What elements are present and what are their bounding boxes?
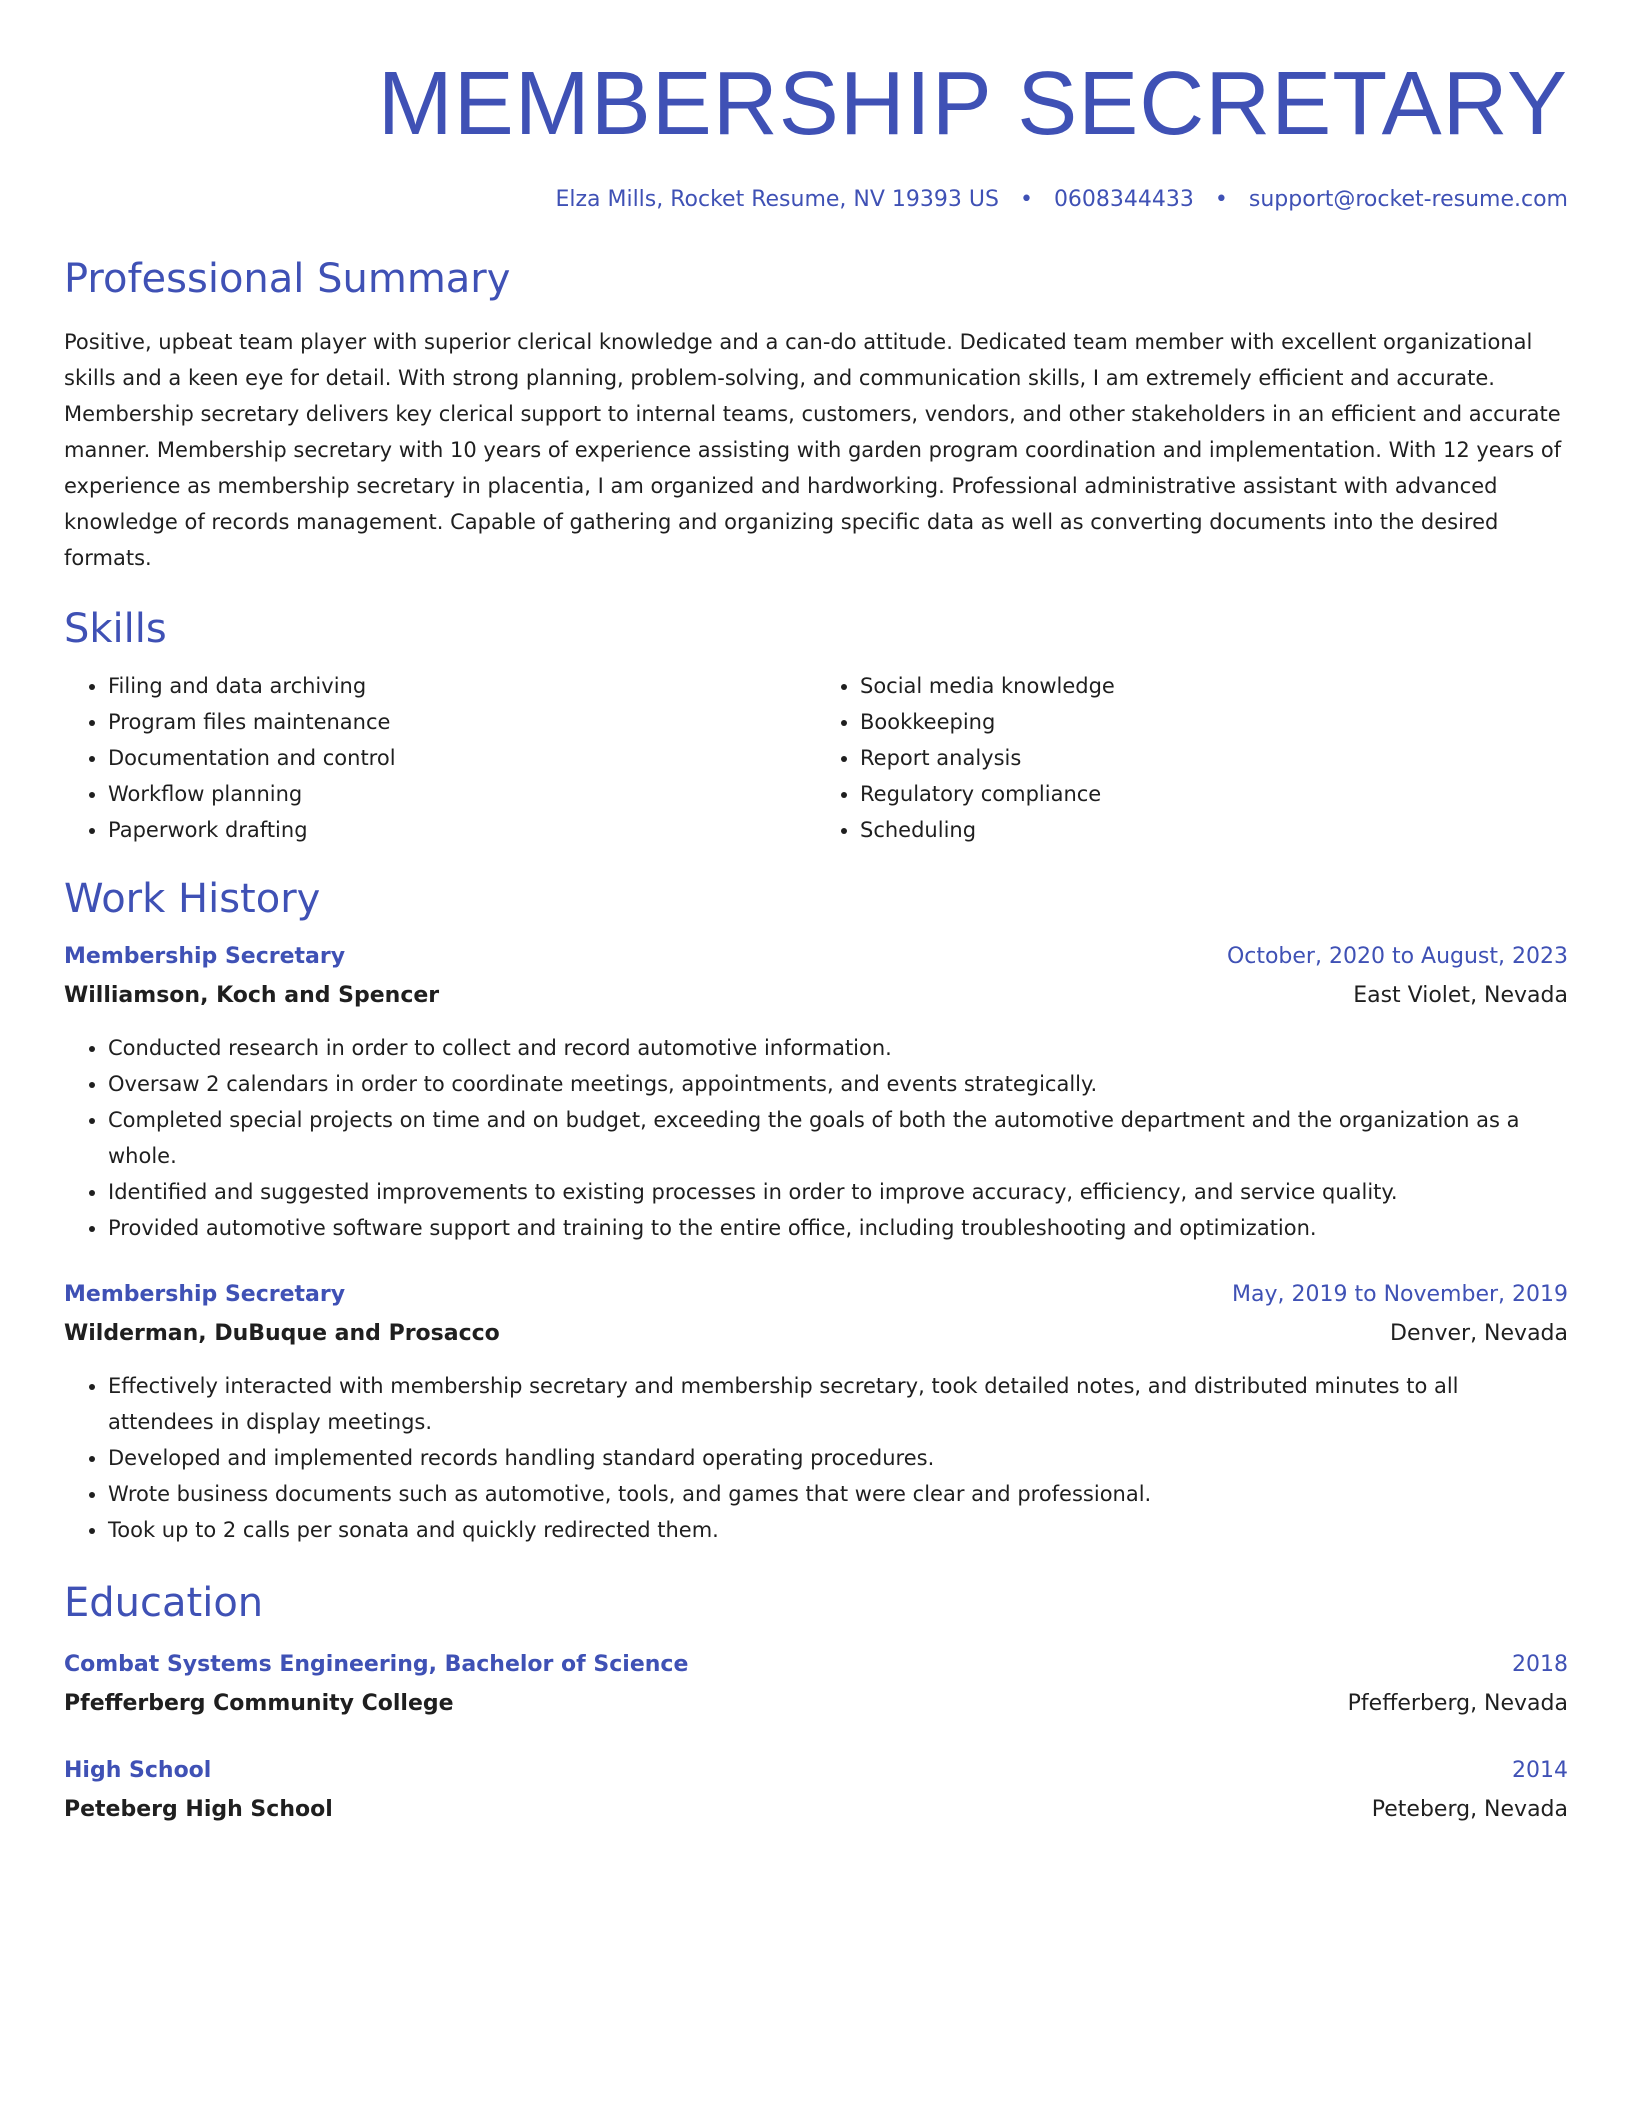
education-degree-row [64,1752,1568,1790]
job-role: Membership Secretary [64,944,346,969]
skill-item: • Bookkeeping [860,704,1568,740]
contact-line [64,184,1568,216]
work-history-section [64,874,1568,1548]
job-dates: October, 2020 to August, 2023 [1226,944,1568,969]
job-employer: Wilderman, DuBuque and Prosacco [64,1321,500,1346]
education-school: Peteberg High School [64,1797,333,1822]
skills-columns [64,668,1568,848]
job-entry [64,1276,1568,1548]
job-bullet: • Took up to 2 calls per sonata and quickly redirected them. [108,1512,1568,1548]
skill-item: • Workflow planning [108,776,816,812]
job-dates: May, 2019 to November, 2019 [1232,1282,1568,1307]
skills-section [64,604,1568,848]
job-bullets [64,1030,1568,1246]
skill-item: • Paperwork drafting [108,812,816,848]
skills-left-column [64,668,816,848]
summary-section [64,254,1568,576]
job-bullet: • Oversaw 2 calendars in order to coordinate meetings, appointments, and events strategically. [108,1066,1568,1102]
job-bullet: • Identified and suggested improvements to existing processes in order to improve accuracy, efficiency, and service quality. [108,1174,1568,1210]
contact-separator: • [1214,187,1228,212]
job-bullet: • Conducted research in order to collect and record automotive information. [108,1030,1568,1066]
education-location: Pfefferberg, Nevada [1347,1691,1568,1716]
job-employer-row [64,976,1568,1016]
job-bullet: • Developed and implemented records handling standard operating procedures. [108,1440,1568,1476]
skill-item: • Documentation and control [108,740,816,776]
job-bullet: • Provided automotive software support and training to the entire office, including troubleshooting and optimization. [108,1210,1568,1246]
job-employer: Williamson, Koch and Spencer [64,983,440,1008]
contact-address: Elza Mills, Rocket Resume, NV 19393 US [555,187,999,212]
education-school-row [64,1790,1568,1830]
job-bullets [64,1368,1568,1548]
skill-item: • Program files maintenance [108,704,816,740]
education-year: 2014 [1512,1758,1568,1783]
work-history-heading: Work History [64,876,321,922]
contact-phone: 0608344433 [1053,187,1194,212]
job-bullet: • Wrote business documents such as automotive, tools, and games that were clear and professional. [108,1476,1568,1512]
skills-right-column [816,668,1568,848]
skills-heading: Skills [64,606,167,652]
education-degree-row [64,1646,1568,1684]
education-year: 2018 [1512,1652,1568,1677]
job-location: East Violet, Nevada [1353,983,1568,1008]
education-degree: Combat Systems Engineering, Bachelor of Science [64,1652,689,1677]
education-degree: High School [64,1758,212,1783]
contact-email: support@rocket-resume.com [1248,187,1568,212]
education-heading: Education [64,1580,264,1626]
education-entry [64,1752,1568,1830]
job-entry [64,938,1568,1246]
contact-separator: • [1019,187,1033,212]
job-role: Membership Secretary [64,1282,346,1307]
skill-item: • Regulatory compliance [860,776,1568,812]
education-location: Peteberg, Nevada [1371,1797,1568,1822]
resume-header [64,52,1568,216]
education-entry [64,1646,1568,1724]
skill-item: • Scheduling [860,812,1568,848]
summary-text: Positive, upbeat team player with superior clerical knowledge and a can-do attitude. Dedicated team member with excellent organizational skills and a keen eye for detail. With strong planning, problem-solving, and communication skills, I am extremely efficient and accurate. Membership secretary delivers key clerical support to internal teams, customers, vendors, and other stakeholders in an efficient and accurate manner. Membership secretary with 10 years of experience assisting with garden program coordination and implementation. With 12 years of experience as membership secretary in placentia, I am organized and hardworking. Professional administrative assistant with advanced knowledge of records management. Capable of gathering and organizing specific data as well as converting documents into the desired formats. [64,330,1562,570]
skill-item: • Filing and data archiving [108,668,816,704]
education-section [64,1578,1568,1830]
job-location: Denver, Nevada [1390,1321,1568,1346]
skill-item: • Social media knowledge [860,668,1568,704]
job-title-row [64,1276,1568,1314]
job-bullet: • Effectively interacted with membership secretary and membership secretary, took detailed notes, and distributed minutes to all attendees in display meetings. [108,1368,1568,1440]
job-title-row [64,938,1568,976]
page-title: MEMBERSHIP SECRETARY [377,54,1568,154]
education-school: Pfefferberg Community College [64,1691,454,1716]
job-employer-row [64,1314,1568,1354]
education-school-row [64,1684,1568,1724]
summary-heading: Professional Summary [64,256,511,302]
job-bullet: • Completed special projects on time and on budget, exceeding the goals of both the automotive department and the organization as a whole. [108,1102,1568,1174]
skill-item: • Report analysis [860,740,1568,776]
